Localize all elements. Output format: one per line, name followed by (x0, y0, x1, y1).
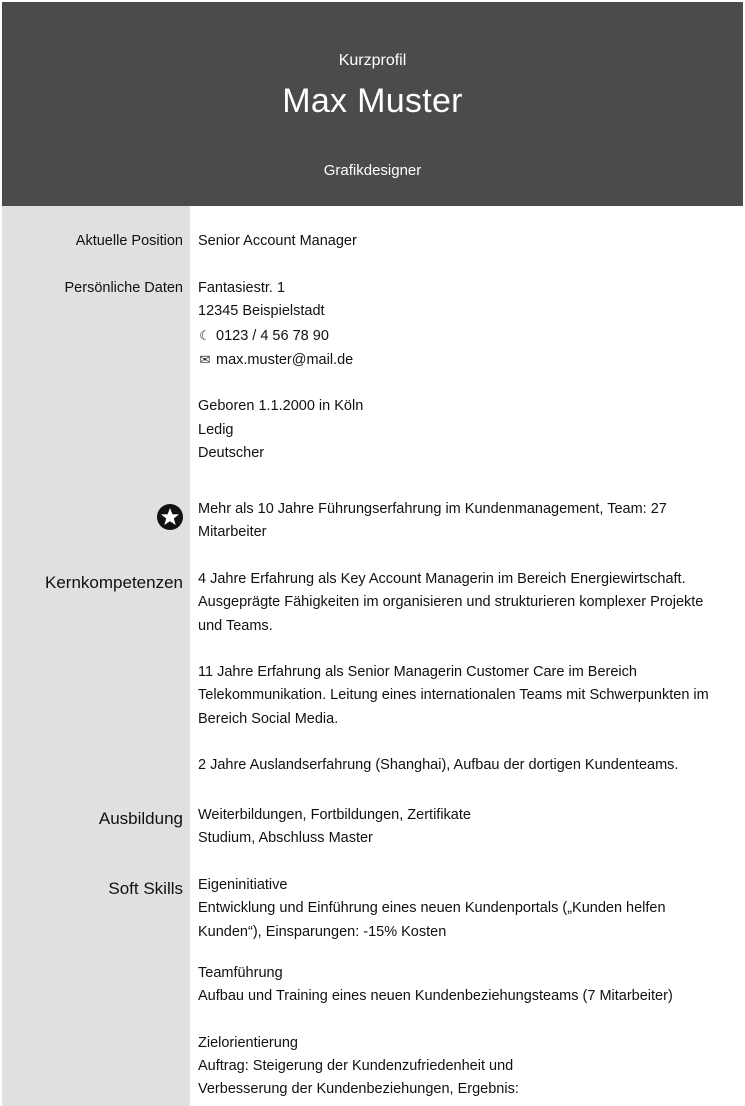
competency-line: 11 Jahre Erfahrung als Senior Managerin Customer Care im Bereich (198, 664, 637, 681)
competency-line: Bereich Social Media. (198, 710, 339, 727)
person-name: Max Muster (282, 82, 463, 120)
skill-title: Teamführung (198, 964, 283, 981)
email-address: max.muster@mail.de (216, 351, 354, 368)
skill-line: Entwicklung und Einführung eines neuen Kundenportals („Kunden helfen (198, 900, 666, 917)
education-block (198, 804, 471, 851)
personal-data-block (198, 277, 363, 465)
label-column (2, 206, 190, 1106)
star-icon (157, 504, 183, 530)
competency-line: Ausgeprägte Fähigkeiten im organisieren und strukturieren komplexer Projekte (198, 594, 704, 611)
soft-skills-block (198, 874, 673, 1102)
skill-title: Eigeninitiative (198, 877, 288, 893)
competencies-label: Kernkompetenzen (45, 573, 183, 592)
job-title: Grafikdesigner (323, 162, 422, 179)
highlight-line: Mehr als 10 Jahre Führungserfahrung im Kundenmanagement, Team: 27 (198, 501, 667, 517)
marital-status: Ledig (198, 421, 234, 438)
skill-title: Zielorientierung (198, 1034, 298, 1051)
phone-number: 0123 / 4 56 78 90 (216, 327, 329, 344)
skill-line: Auftrag: Steigerung der Kundenzufriedenheit und (198, 1058, 514, 1075)
skill-line: Kunden“), Einsparungen: -15% Kosten (198, 923, 447, 940)
competency-line: und Teams. (198, 617, 273, 634)
header-subtitle: Kurzprofil (338, 52, 407, 69)
competency-line: 2 Jahre Auslandserfahrung (Shanghai), Aufbau der dortigen Kundenteams. (198, 757, 679, 774)
education-line: Weiterbildungen, Fortbildungen, Zertifikate (198, 807, 471, 823)
competency-line: Telekommunikation. Leitung eines internationalen Teams mit Schwerpunkten im (198, 687, 709, 704)
competencies-block (198, 568, 709, 778)
soft-skills-label: Soft Skills (108, 879, 183, 898)
profile-header (2, 2, 743, 206)
highlight-line: Mitarbeiter (198, 524, 267, 541)
skill-line: Verbesserung der Kundenbeziehungen, Ergebnis: (198, 1081, 519, 1098)
phone-row (198, 324, 363, 348)
city: 12345 Beispielstadt (198, 303, 325, 320)
personal-data-label: Persönliche Daten (64, 280, 183, 296)
competency-line: 4 Jahre Erfahrung als Key Account Managerin im Bereich Energiewirtschaft. (198, 571, 686, 587)
position-label: Aktuelle Position (75, 233, 183, 249)
education-label: Ausbildung (98, 809, 183, 828)
skill-line: Aufbau und Training eines neuen Kundenbeziehungsteams (7 Mitarbeiter) (198, 988, 673, 1005)
position-value: Senior Account Manager (198, 233, 357, 249)
email-row (198, 348, 363, 372)
phone-icon: ☾ (199, 327, 211, 343)
birth-info: Geboren 1.1.2000 in Köln (198, 398, 364, 415)
street: Fantasiestr. 1 (198, 280, 286, 296)
envelope-icon: ✉ (199, 351, 211, 367)
education-line: Studium, Abschluss Master (198, 830, 373, 847)
nationality: Deutscher (198, 445, 265, 462)
highlight-text (198, 498, 667, 545)
